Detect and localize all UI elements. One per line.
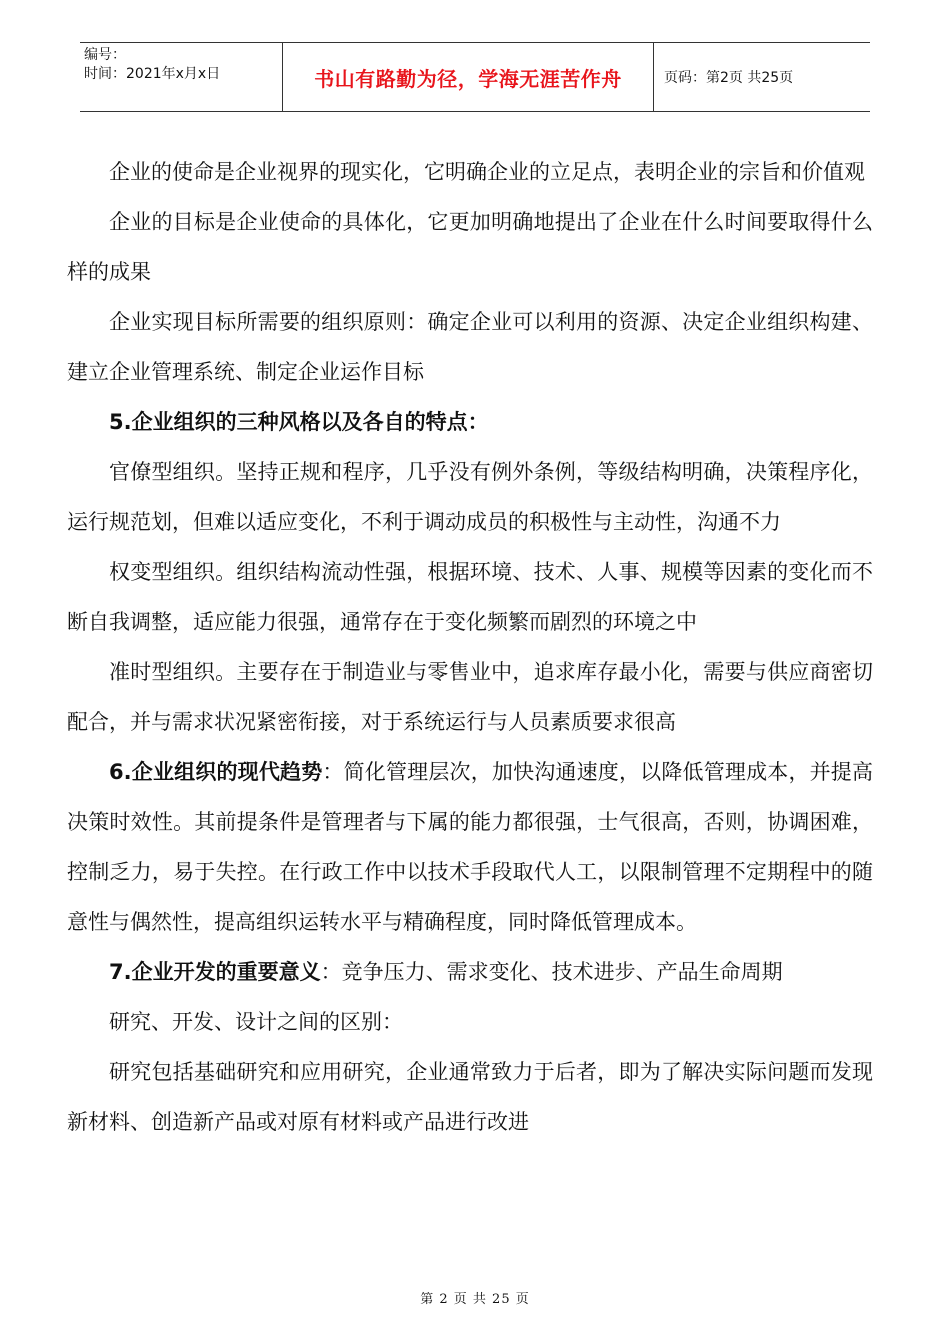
paragraph-text: ：竞争压力、需求变化、技术进步、产品生命周期 [320, 960, 783, 984]
paragraph-text: 权变型组织。组织结构流动性强，根据环境、技术、人事、规模等因素的变化而不断自我调整，适应能力很强，通常存在于变化频繁而剧烈的环境之中 [67, 560, 873, 634]
paragraph-text: ：简化管理层次，加快沟通速度，以降低管理成本，并提高决策时效性。其前提条件是管理者与下属的能力都很强，士气很高，否则，协调困难，控制乏力，易于失控。在行政工作中以技术手段取代人工，以限制管理不定期程中的随意性与偶然性，提高组织运转水平与精确程度，同时降低管理成本。 [67, 760, 873, 934]
paragraph [67, 147, 873, 197]
paragraph-text: 企业的使命是企业视界的现实化，它明确企业的立足点，表明企业的宗旨和价值观 [109, 160, 865, 184]
paragraph-text: 企业的目标是企业使命的具体化，它更加明确地提出了企业在什么时间要取得什么样的成果 [67, 210, 873, 284]
document-date-label: 时间：2021年x月x日 [84, 66, 221, 82]
paragraph [67, 747, 873, 947]
paragraph-text: 企业实现目标所需要的组织原则：确定企业可以利用的资源、决定企业组织构建、建立企业管理系统、制定企业运作目标 [67, 310, 873, 384]
paragraph [67, 647, 873, 747]
paragraph [67, 947, 873, 997]
paragraph-text: 官僚型组织。坚持正规和程序，几乎没有例外条例，等级结构明确，决策程序化，运行规范划，但难以适应变化，不利于调动成员的积极性与主动性，沟通不力 [67, 460, 873, 534]
paragraph-lead: 5.企业组织的三种风格以及各自的特点： [109, 410, 489, 434]
paragraph [67, 297, 873, 397]
paragraph [67, 997, 873, 1047]
header-page-info: 页码：第2页 共25页 [664, 70, 794, 86]
paragraph [67, 1047, 873, 1147]
paragraph-lead: 6.企业组织的现代趋势 [109, 760, 323, 784]
paragraph-text: 研究包括基础研究和应用研究，企业通常致力于后者，即为了解决实际问题而发现新材料、创造新产品或对原有材料或产品进行改进 [67, 1060, 873, 1134]
document-number-label: 编号： [84, 47, 126, 63]
document-body [67, 147, 873, 1147]
header-motto: 书山有路勤为径，学海无涯苦作舟 [282, 43, 654, 111]
paragraph [67, 197, 873, 297]
paragraph [67, 547, 873, 647]
paragraph [67, 447, 873, 547]
section-heading [67, 397, 873, 447]
header-meta [80, 43, 282, 111]
page-header [80, 42, 870, 112]
paragraph-lead: 7.企业开发的重要意义 [109, 960, 321, 984]
page-footer: 第 2 页 共 25 页 [420, 1292, 530, 1307]
paragraph-text: 研究、开发、设计之间的区别： [109, 1010, 403, 1034]
paragraph-text: 准时型组织。主要存在于制造业与零售业中，追求库存最小化，需要与供应商密切配合，并与需求状况紧密衔接，对于系统运行与人员素质要求很高 [67, 660, 873, 734]
